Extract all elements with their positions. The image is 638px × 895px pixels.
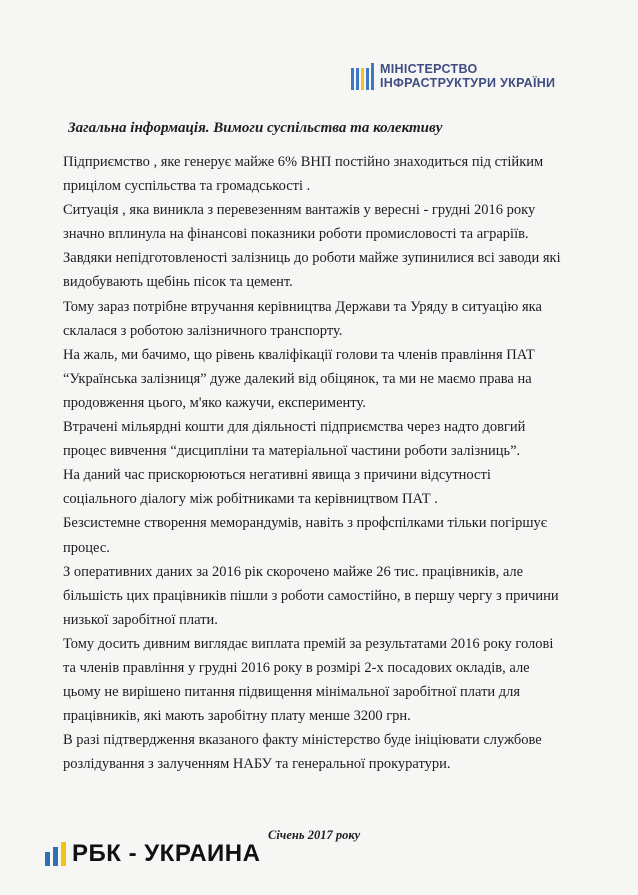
paragraph: Втрачені мільярдні кошти для діяльності підприємства через надто довгий процес вивчення “дисципліни та матеріальної частини роботи залізниць”. [63,419,526,460]
document-title: Загальна інформація. Вимоги суспільства та колективу [68,120,443,136]
ministry-name-line2: ІНФРАСТРУКТУРИ УКРАЇНИ [380,76,556,90]
paragraph: Завдяки непідготовленості залізниць до роботи майже зупинилися всі заводи які видобувають щебінь пісок та цемент. [63,250,561,291]
paragraph: З оперативних даних за 2016 рік скорочено майже 26 тис. працівників, але більшість цих працівників пішли з роботи самостійно, в першу чергу з причини низької заробітної плати. [63,563,559,628]
rbc-watermark [45,840,260,868]
paragraph: Тому зараз потрібне втручання керівництва Держави та Уряду в ситуацію яка склалася з роботою залізничного транспорту. [63,298,542,339]
document-body [63,150,568,776]
rbc-logo-icon [45,842,66,866]
paragraph: Тому досить дивним виглядає виплата премій за результатами 2016 року голові та членів правління у грудні 2016 року в розмірі 2-х посадових окладів, але цьому не вирішено питання підвищення мінімальної заробітної плати для працівників, які мають заробітну плату менше 3200 грн. [63,635,554,725]
document-date: Січень 2017 року [268,828,361,842]
paragraph: В разі підтвердження вказаного факту міністерство буде ініціювати службове розлідування з залученням НАБУ та генеральної прокуратури. [63,732,542,773]
paragraph: Ситуація , яка виникла з перевезенням вантажів у вересні - грудні 2016 року значно вплинула на фінансові показники роботи промисловості та аграріїв. [63,202,536,243]
ministry-name-line1: МІНІСТЕРСТВО [380,62,478,76]
paragraph: На даний час прискорюються негативні явища з причини відсутності соціального діалогу між робітниками та керівництвом ПАТ . [63,467,491,508]
paragraph: Безсистемне створення меморандумів, навіть з профспілками тільки погіршує процес. [63,515,548,556]
watermark-text: РБК - УКРАИНА [72,840,261,867]
paragraph: На жаль, ми бачимо, що рівень кваліфікації голови та членів правління ПАТ “Українська залізниця” дуже далекий від обіцянок, та ми не маємо права на продовження цього, м'яко кажучи, експерименту. [63,346,535,411]
paragraph: Підприємство , яке генерує майже 6% ВНП постійно знаходиться під стійким прицілом суспільства та громадськості . [63,154,544,195]
ministry-logo [351,62,555,90]
ministry-emblem-icon [351,63,374,90]
